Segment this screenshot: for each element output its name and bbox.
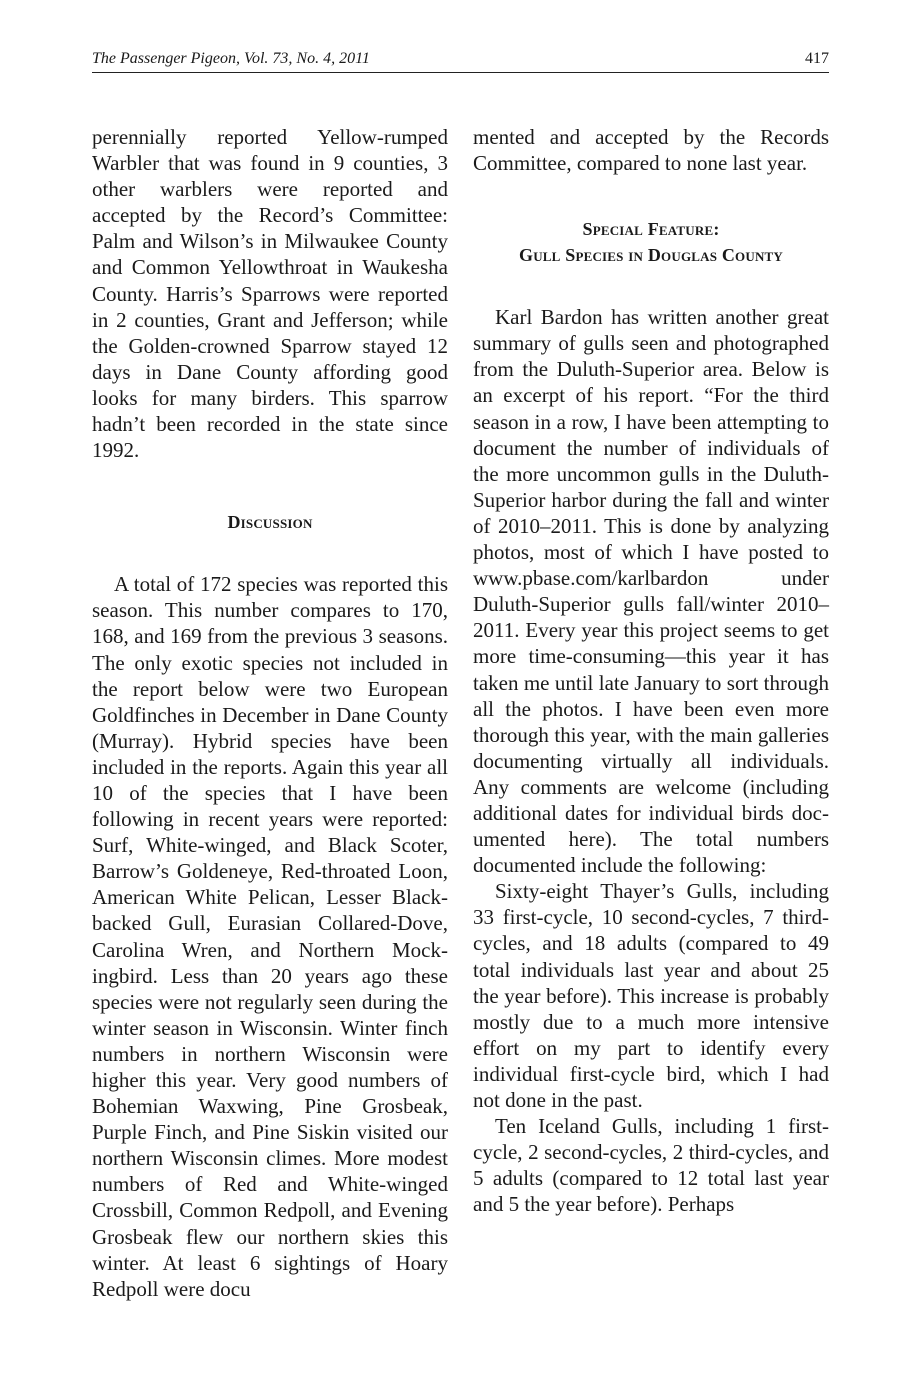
special-feature-heading bbox=[473, 216, 829, 268]
left-paragraph-continuation: perennially reported Yellow-rumped Warbler that was found in 9 counties, 3 other warblers were reported and accepted by the Record’s Committee: Palm and Wilson’s in Milwaukee County and Common Yellowthroat in Waukesha County. Harris’s Sparrows were reported in 2 counties, Grant and Jefferson; while the Golden-crowned Sparrow stayed 12 days in Dane County affording good looks for many birders. This sparrow hadn’t been recorded in the state since 1992. bbox=[92, 125, 448, 463]
gull-intro-paragraph: Karl Bardon has written another great summary of gulls seen and photographed from the Duluth-Superior area. Below is an excerpt of his report. “For the third season in a row, I have been attempting to document the number of individuals of the more uncommon gulls in the Duluth-Superior harbor during the fall and winter of 2010–2011. This is done by analyzing photos, most of which I have posted to www.pbase.com/karlbardon under Duluth-Superior gulls fall/winter 2010–2011. Every year this project seems to get more time-consuming—this year it has taken me until late January to sort through all the photos. I have been even more thorough this year, with the main galleries documenting virtually all individuals. Any comments are welcome (including additional dates for individual birds documented here). The total numbers documented include the following: bbox=[473, 305, 829, 878]
right-column bbox=[473, 124, 829, 1217]
special-feature-heading-line1: Special Feature: bbox=[582, 219, 720, 240]
iceland-gull-paragraph: Ten Iceland Gulls, including 1 first-cycle, 2 second-cycles, 2 third-cycles, and 5 adults (compared to 12 total last year and 5 the year before). Perhaps bbox=[473, 1114, 829, 1217]
discussion-heading: Discussion bbox=[227, 512, 313, 533]
right-paragraph-continuation: mented and accepted by the Records Committee, compared to none last year. bbox=[473, 125, 829, 176]
left-column bbox=[92, 124, 448, 1302]
running-head bbox=[92, 48, 829, 73]
thayers-gull-paragraph: Sixty-eight Thayer’s Gulls, including 33 first-cycle, 10 second-cycles, 7 third-cycles, and 18 adults (compared to 49 total individuals last year and about 25 the year before). This increase is probably mostly due to a much more intensive effort on my part to identify every individual first-cycle bird, which I had not done in the past. bbox=[473, 879, 829, 1112]
special-feature-heading-line2: Gull Species in Douglas County bbox=[519, 245, 783, 266]
journal-citation: The Passenger Pigeon, Vol. 73, No. 4, 2011 bbox=[92, 50, 370, 67]
page-number: 417 bbox=[805, 50, 829, 67]
discussion-paragraph: A total of 172 species was reported this season. This number compares to 170, 168, and 169 from the previous 3 seasons. The only exotic species not included in the report below were two European Goldfinches in December in Dane County (Murray). Hybrid species have been included in the reports. Again this year all 10 of the species that I have been following in recent years were reported: Surf, White-winged, and Black Scoter, Barrow’s Goldeneye, Red-throated Loon, American White Pelican, Lesser Black-backed Gull, Eurasian Collared-Dove, Carolina Wren, and Northern Mockingbird. Less than 20 years ago these species were not regularly seen during the winter season in Wisconsin. Winter finch numbers in northern Wisconsin were higher this year. Very good numbers of Bohemian Waxwing, Pine Grosbeak, Purple Finch, and Pine Siskin visited our northern Wisconsin climes. More modest numbers of Red and White-winged Crossbill, Common Redpoll, and Evening Grosbeak flew our northern skies this winter. At least 6 sightings of Hoary Redpoll were docu bbox=[92, 572, 448, 1301]
